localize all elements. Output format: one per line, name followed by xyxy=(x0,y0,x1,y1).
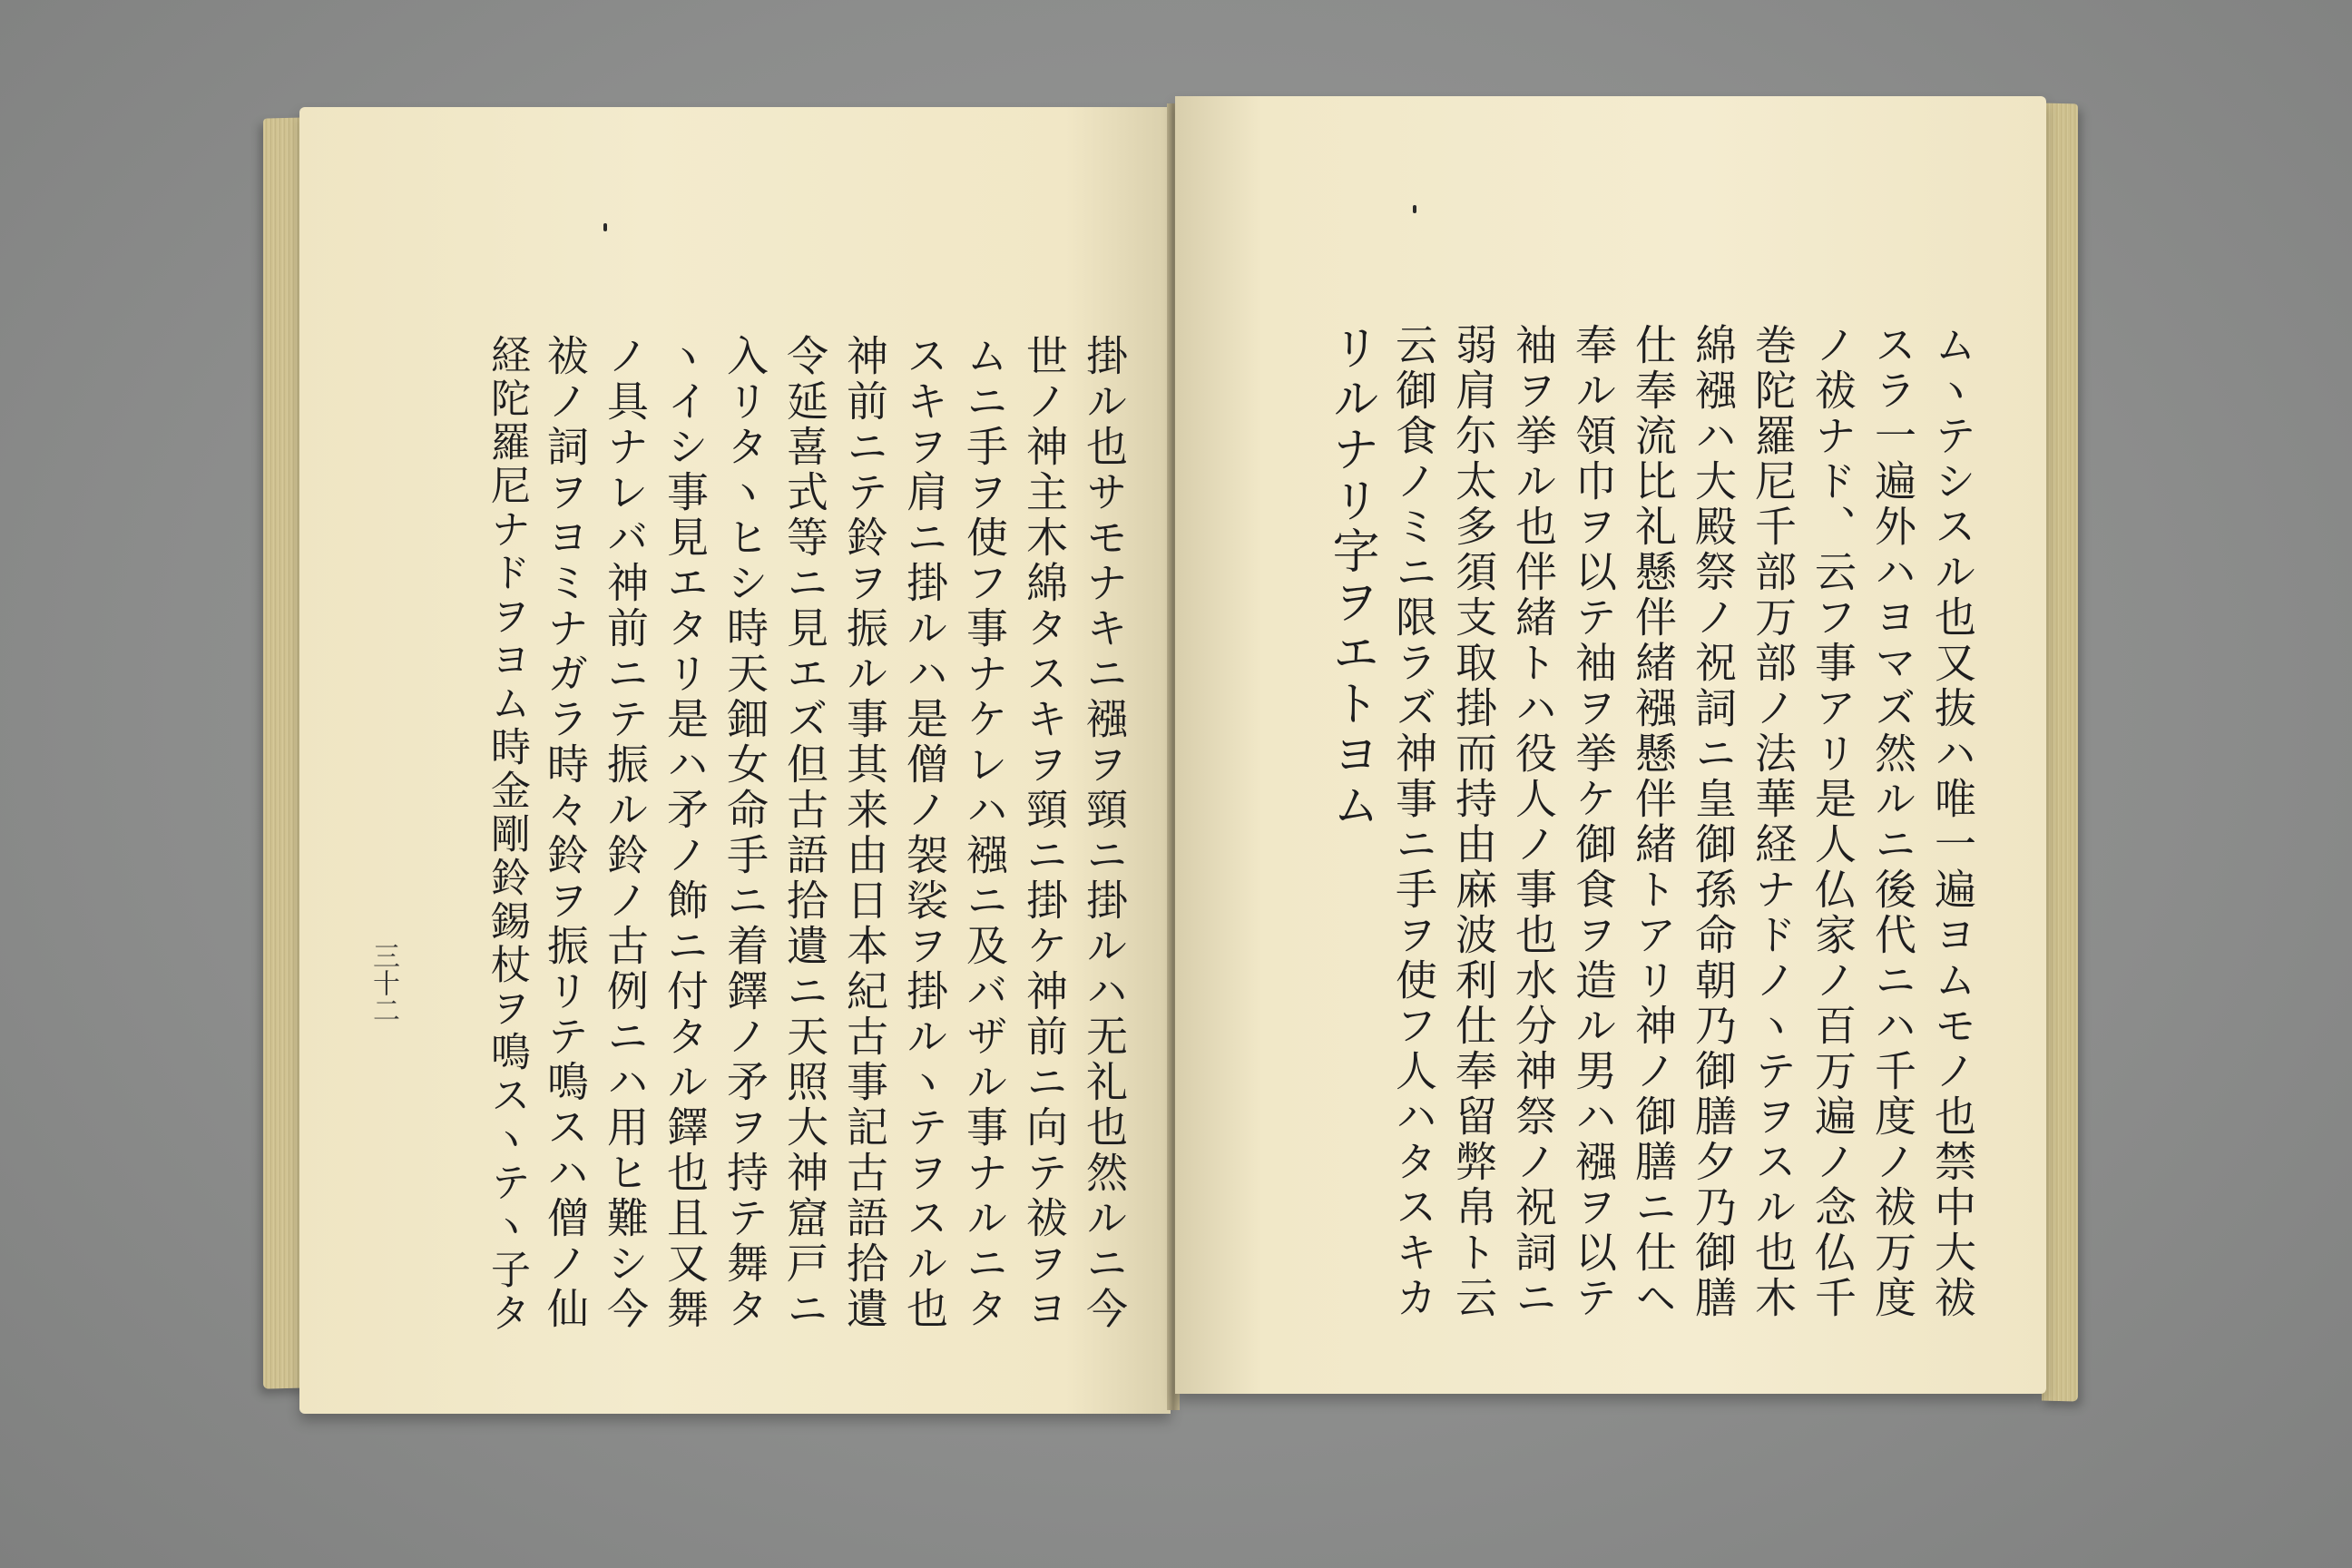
left-column-4: スキヲ肩ニ掛ルハ是僧ノ袈裟ヲ掛ルヽテヲスル也 xyxy=(900,334,949,1332)
left-column-2: 世ノ神主木綿タスキヲ頸ニ掛ケ神前ニ向テ祓ヲヨ xyxy=(1020,334,1069,1332)
left-column-9: ノ具ナレバ神前ニテ振ル鈴ノ古例ニハ用ヒ難シ今 xyxy=(601,334,650,1332)
left-page xyxy=(299,107,1171,1414)
page-mark xyxy=(603,223,607,231)
right-column-10: 云御食ノミニ限ラズ神事ニ手ヲ使フ人ハタスキカ xyxy=(1389,323,1438,1321)
right-column-8: 袖ヲ挙ル也伴緒トハ役人ノ事也水分神祭ノ祝詞ニ xyxy=(1509,323,1558,1321)
right-column-4: 巻陀羅尼千部万部ノ法華経ナドノヽテヲスル也木 xyxy=(1749,323,1798,1321)
right-column-6: 仕奉流比礼懸伴緒襁懸伴緒トアリ神ノ御膳ニ仕ヘ xyxy=(1629,323,1678,1321)
right-column-5: 綿襁ハ大殿祭ノ祝詞ニ皇御孫命朝乃御膳夕乃御膳 xyxy=(1689,323,1738,1321)
left-column-11: 経陀羅尼ナドヲヨム時金剛鈴錫杖ヲ鳴スヽテヽ子タ xyxy=(484,334,530,1336)
left-column-10: 祓ノ詞ヲヨミナガラ時々鈴ヲ振リテ鳴スハ僧ノ仙 xyxy=(541,334,590,1332)
left-column-8: ヽイシ事見エタリ是ハ矛ノ飾ニ付タル鐸也且又舞 xyxy=(661,334,710,1332)
open-book xyxy=(263,91,2078,1470)
right-column-2: スラ一遍外ハヨマズ然ルニ後代ニハ千度ノ祓万度 xyxy=(1868,323,1917,1321)
left-column-1: 掛ル也サモナキニ襁ヲ頸ニ掛ルハ无礼也然ルニ今 xyxy=(1080,334,1129,1332)
right-column-7: 奉ル領巾ヲ以テ袖ヲ挙ケ御食ヲ造ル男ハ襁ヲ以テ xyxy=(1569,323,1618,1321)
right-page-edges xyxy=(2042,103,2078,1401)
right-page xyxy=(1175,96,2046,1394)
left-column-6: 令延喜式等ニ見エズ但古語拾遺ニ天照大神窟戸ニ xyxy=(780,334,829,1332)
right-column-9: 弱肩尓太多須支取掛而持由麻波利仕奉留弊帛ト云 xyxy=(1449,323,1498,1321)
right-column-1: ムヽテシスル也又抜ハ唯一遍ヨムモノ也禁中大祓 xyxy=(1928,323,1977,1321)
right-column-3: ノ祓ナド、云フ事アリ是人仏家ノ百万遍ノ念仏千 xyxy=(1808,323,1857,1321)
page-mark xyxy=(1413,205,1416,213)
right-page-text xyxy=(1266,323,1977,1339)
folio-number: 三十二 xyxy=(368,942,399,1024)
left-column-3: ムニ手ヲ使フ事ナケレハ襁ニ及バザル事ナルニタ xyxy=(960,334,1009,1332)
right-column-11: リルナリ字ヲエトヨム xyxy=(1324,323,1378,831)
left-column-7: 入リタヽヒシ時天鈿女命手ニ着鐸ノ矛ヲ持テ舞タ xyxy=(720,334,769,1332)
left-column-5: 神前ニテ鈴ヲ振ル事其来由日本紀古事記古語拾遺 xyxy=(840,334,889,1332)
left-page-text xyxy=(381,334,1129,1350)
